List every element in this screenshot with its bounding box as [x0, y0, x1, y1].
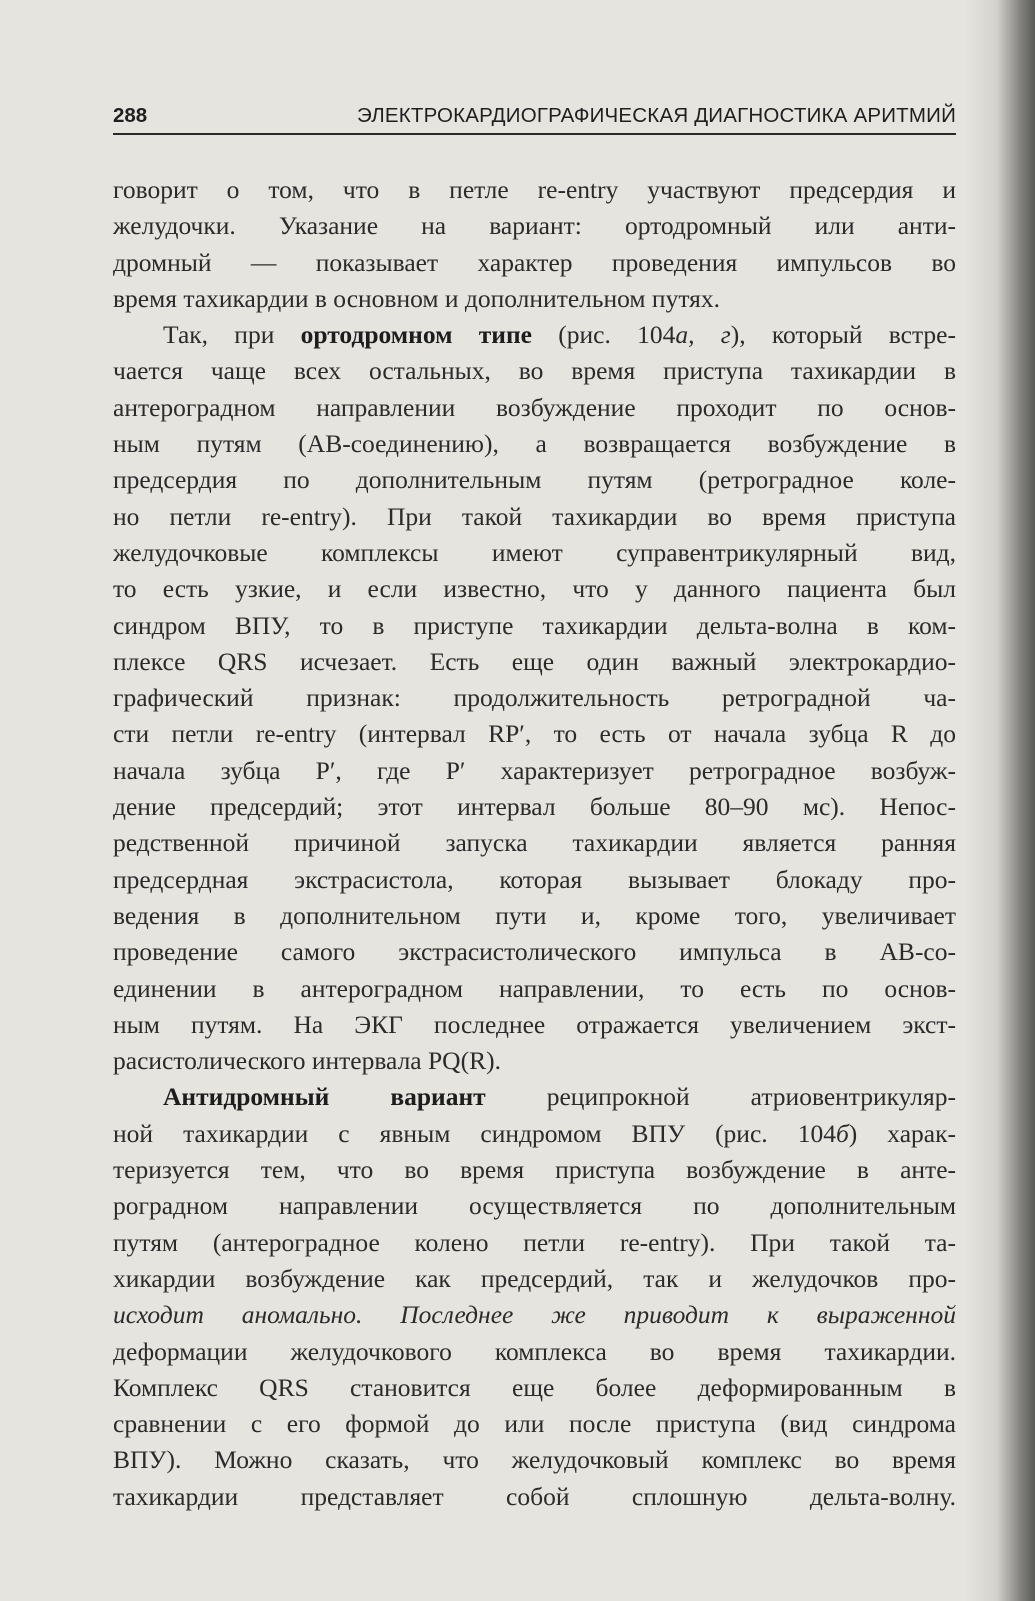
- text-segment: желудочковые комплексы имеют суправентрикулярный вид,: [113, 537, 956, 567]
- text-line: [113, 934, 956, 970]
- text-line: [113, 571, 956, 607]
- text-line: [113, 644, 956, 680]
- text-segment: редственной причиной запуска тахикардии является ранняя: [113, 828, 956, 858]
- text-segment: плексе QRS исчезает. Есть еще один важный электрокардио-: [113, 646, 956, 676]
- text-segment: ной тахикардии с явным синдромом ВПУ (рис. 104: [113, 1118, 836, 1148]
- text-segment: время тахикардии в основном и дополнительном путях.: [113, 283, 720, 313]
- text-segment: ) харак-: [848, 1118, 956, 1148]
- text-line: [113, 1370, 956, 1406]
- text-line: [113, 608, 956, 644]
- page-header: [113, 102, 956, 136]
- text-segment: желудочки. Указание на вариант: ортодромный или анти-: [113, 211, 956, 241]
- text-line: [113, 426, 956, 462]
- body-text: [113, 172, 956, 1515]
- text-line: [113, 680, 956, 716]
- text-segment: деформации желудочкового комплекса во время тахикардии.: [113, 1336, 956, 1366]
- text-segment: ным путям. На ЭКГ последнее отражается увеличением экст-: [113, 1009, 956, 1039]
- text-segment: тахикардии представляет собой сплошную дельта-волну.: [113, 1481, 956, 1511]
- text-line: [113, 1079, 956, 1115]
- text-segment: (рис. 104: [531, 320, 676, 350]
- bold-term: Антидромный вариант: [163, 1082, 486, 1112]
- text-line: [113, 1007, 956, 1043]
- spine-shadow: [965, 0, 1035, 1601]
- text-segment: антероградном направлении возбуждение проходит по основ-: [113, 392, 956, 422]
- text-line: [113, 499, 956, 535]
- text-line: [113, 971, 956, 1007]
- text-line: [113, 245, 956, 281]
- text-segment: начала зубца P′, где P′ характеризует ретроградное возбуж-: [113, 755, 956, 785]
- text-segment: путям (антероградное колено петли re-entry). При такой та-: [113, 1227, 956, 1257]
- text-line: [113, 1479, 956, 1515]
- text-line: [113, 281, 956, 317]
- running-title: ЭЛЕКТРОКАРДИОГРАФИЧЕСКАЯ ДИАГНОСТИКА АРИТМИЙ: [356, 104, 956, 127]
- text-segment: ным путям (АВ-соединению), а возвращается возбуждение в: [113, 429, 956, 459]
- text-segment: теризуется тем, что во время приступа возбуждение в анте-: [113, 1155, 956, 1185]
- text-segment: сравнении с его формой до или после приступа (вид синдрома: [113, 1409, 956, 1439]
- text-segment: Комплекс QRS становится еще более деформированным в: [113, 1372, 956, 1402]
- text-line: [113, 1043, 956, 1079]
- text-line: [113, 172, 956, 208]
- text-segment: реципрокной атриовентрикуляр-: [485, 1082, 956, 1112]
- bold-term: ортодромном типе: [300, 320, 532, 350]
- text-line: [113, 1334, 956, 1370]
- text-line: [113, 1261, 956, 1297]
- text-segment: проведение самого экстрасистолического импульса в АВ-со-: [113, 937, 956, 967]
- text-segment: Так, при: [163, 320, 301, 350]
- text-segment: предсердия по дополнительным путям (ретроградное коле-: [113, 465, 956, 495]
- text-line: [113, 1297, 956, 1333]
- text-segment: хикардии возбуждение как предсердий, так и желудочков про-: [113, 1263, 956, 1293]
- text-segment: сти петли re-entry (интервал RP′, то есть от начала зубца R до: [113, 719, 956, 749]
- text-segment: графический признак: продолжительность ретроградной ча-: [113, 683, 956, 713]
- text-line: [113, 825, 956, 861]
- text-line: [113, 716, 956, 752]
- page-number: 288: [113, 104, 148, 127]
- text-line: [113, 1442, 956, 1478]
- text-segment: единении в антероградном направлении, то есть по основ-: [113, 973, 956, 1003]
- italic-text: Последнее же приводит к выраженной: [400, 1300, 956, 1330]
- text-segment: дение предсердий; этот интервал больше 80–90 мс). Непос-: [113, 792, 956, 822]
- text-segment: роградном направлении осуществляется по дополнительным: [113, 1191, 956, 1221]
- text-segment: ведения в дополнительном пути и, кроме того, увеличивает: [113, 900, 956, 930]
- text-segment: ), который встре-: [730, 320, 956, 350]
- text-line: [113, 753, 956, 789]
- italic-text: а, г: [675, 320, 731, 350]
- text-segment: расистолического интервала PQ(R).: [113, 1046, 501, 1076]
- text-line: [113, 1225, 956, 1261]
- text-line: [113, 1116, 956, 1152]
- text-segment: но петли re-entry). При такой тахикардии во время приступа: [113, 501, 956, 531]
- text-line: [113, 898, 956, 934]
- italic-text: исходит аномально.: [113, 1300, 401, 1330]
- text-line: [113, 462, 956, 498]
- text-line: [113, 1188, 956, 1224]
- text-line: [113, 1152, 956, 1188]
- text-segment: предсердная экстрасистола, которая вызывает блокаду про-: [113, 864, 956, 894]
- text-segment: чается чаще всех остальных, во время приступа тахикардии в: [113, 356, 956, 386]
- text-line: [113, 535, 956, 571]
- italic-text: б: [835, 1118, 849, 1148]
- text-line: [113, 208, 956, 244]
- text-segment: говорит о том, что в петле re-entry участвуют предсердия и: [113, 175, 956, 204]
- text-line: [113, 390, 956, 426]
- header-rule: [113, 133, 956, 135]
- text-line: [113, 789, 956, 825]
- text-segment: синдром ВПУ, то в приступе тахикардии дельта-волна в ком-: [113, 610, 956, 640]
- text-line: [113, 1406, 956, 1442]
- text-segment: ВПУ). Можно сказать, что желудочковый комплекс во время: [113, 1445, 956, 1475]
- text-line: [113, 862, 956, 898]
- text-segment: то есть узкие, и если известно, что у данного пациента был: [113, 574, 956, 604]
- text-segment: дромный — показывает характер проведения импульсов во: [113, 247, 956, 277]
- text-line: [113, 353, 956, 389]
- text-line: [113, 317, 956, 353]
